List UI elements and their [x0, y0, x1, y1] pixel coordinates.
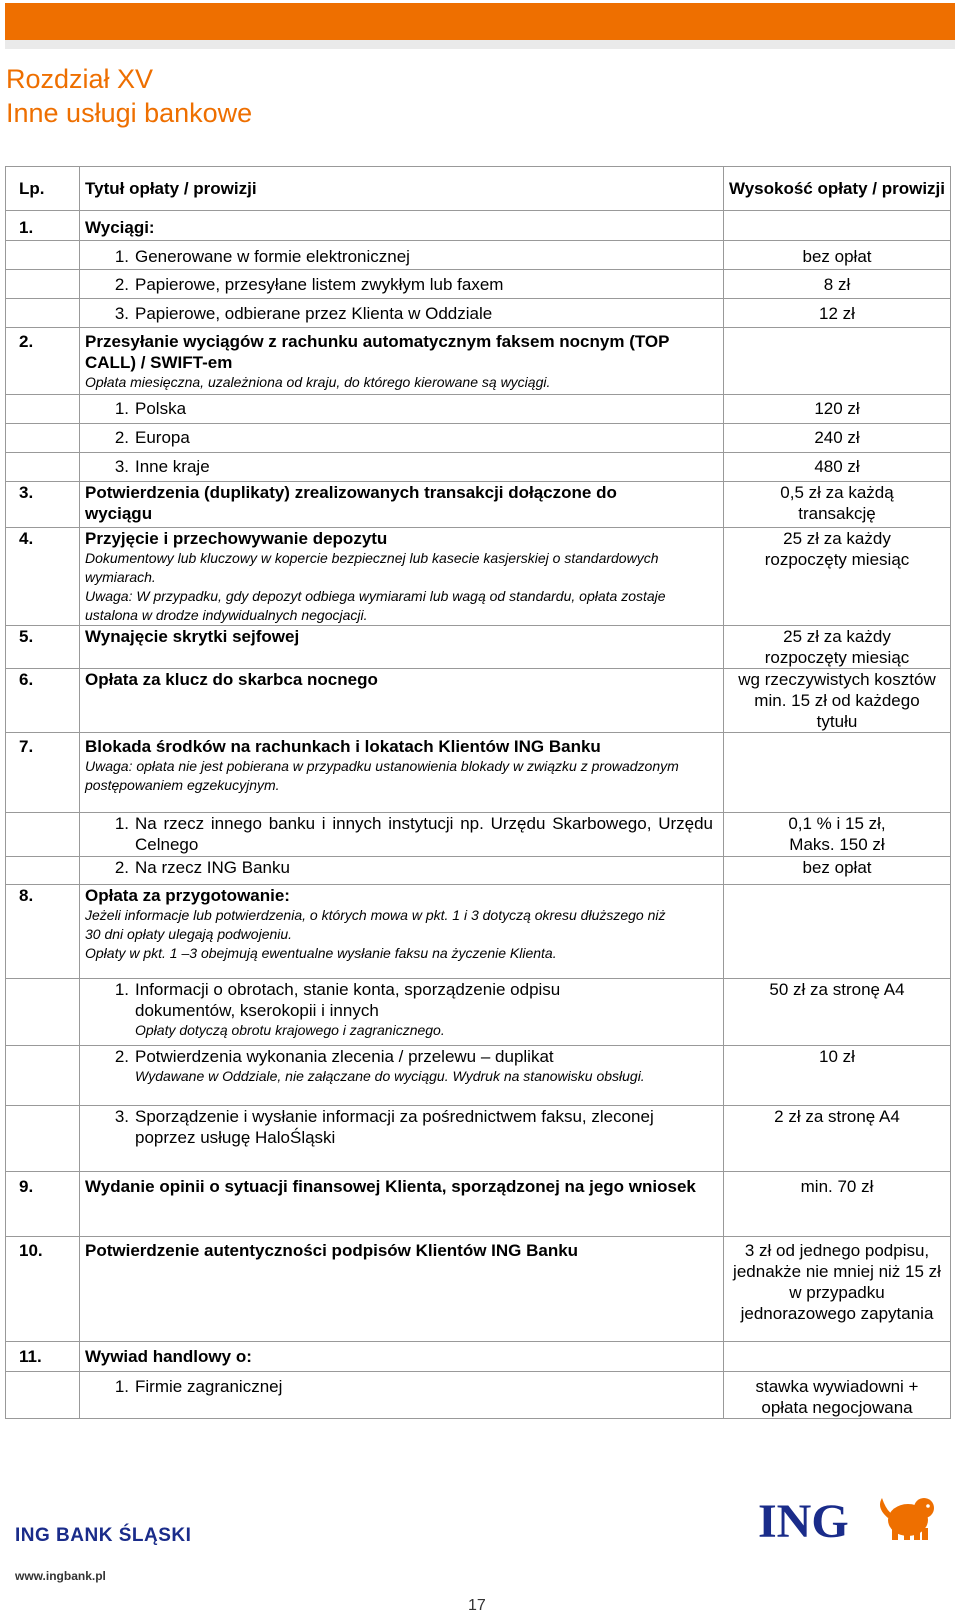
table-subrow [6, 813, 951, 857]
row-title: Wywiad handlowy o: [80, 1342, 724, 1372]
table-row [6, 482, 951, 528]
row-note: Uwaga: opłata nie jest pobierana w przypadku ustanowienia blokady w związku z prowadzonym postępowaniem egzekucyjnym. [85, 758, 679, 793]
header-fee: Wysokość opłaty / prowizji [724, 167, 951, 211]
table-subrow [6, 857, 951, 885]
table-subrow [6, 1106, 951, 1172]
item-text: Papierowe, przesyłane listem zwykłym lub faxem [135, 275, 504, 294]
item-text: Papierowe, odbierane przez Klienta w Oddziale [135, 304, 493, 323]
row-lp: 6. [6, 669, 80, 733]
item-number: 3. [114, 1107, 129, 1126]
fee-table [5, 166, 951, 1419]
item-text: Na rzecz innego banku i innych instytucji np. Urzędu Skarbowego, Urzędu Celnego [135, 814, 713, 854]
item-number: 3. [114, 457, 129, 476]
row-lp: 1. [6, 211, 80, 241]
table-row [6, 669, 951, 733]
item-text: Informacji o obrotach, stanie konta, sporządzenie odpisu dokumentów, kserokopii i innych [135, 980, 561, 1020]
chapter-label: Rozdział XV [6, 64, 154, 94]
item-number: 1. [114, 980, 129, 999]
table-row [6, 885, 951, 979]
row-title: Przesyłanie wyciągów z rachunku automatycznym faksem nocnym (TOP CALL) / SWIFT-em [85, 332, 670, 372]
table-row [6, 328, 951, 395]
item-fee: 8 zł [724, 270, 951, 299]
ing-lion-logo-icon [758, 1490, 950, 1546]
item-fee: 0,1 % i 15 zł, Maks. 150 zł [724, 813, 951, 857]
table-header-row [6, 167, 951, 211]
table-subrow [6, 299, 951, 328]
table-row [6, 1172, 951, 1237]
table-subrow [6, 453, 951, 482]
row-lp: 5. [6, 626, 80, 669]
header-grey-bar [5, 40, 955, 49]
item-number: 2. [114, 275, 129, 294]
item-fee: 480 zł [724, 453, 951, 482]
item-text: Europa [135, 428, 190, 447]
table-subrow [6, 1046, 951, 1106]
item-text: Sporządzenie i wysłanie informacji za pośrednictwem faksu, zleconej poprzez usługę HaloŚląski [135, 1107, 654, 1147]
item-fee: stawka wywiadowni + opłata negocjowana [724, 1372, 951, 1419]
chapter-title: Inne usługi bankowe [6, 98, 253, 128]
row-note: Dokumentowy lub kluczowy w kopercie bezpiecznej lub kasecie kasjerskiej o standardowych wymiarach. [85, 550, 659, 585]
table-row [6, 528, 951, 626]
item-fee: 240 zł [724, 424, 951, 453]
item-fee: bez opłat [724, 241, 951, 270]
row-fee: 0,5 zł za każdą transakcję [724, 482, 951, 528]
item-note: Opłaty dotyczą obrotu krajowego i zagranicznego. [135, 1022, 445, 1038]
ing-logo-text: ING [758, 1495, 849, 1546]
row-note: Uwaga: W przypadku, gdy depozyt odbiega wymiarami lub wagą od standardu, opłata zostaje ustalona w drodze indywidualnych negocjacji. [85, 588, 666, 623]
row-title: Opłata za przygotowanie: [85, 886, 290, 905]
row-note: Jeżeli informacje lub potwierdzenia, o których mowa w pkt. 1 i 3 dotyczą okresu dłuższego niż 30 dni opłaty ulegają podwojeniu. [85, 907, 666, 942]
row-lp: 7. [6, 733, 80, 813]
row-lp: 2. [6, 328, 80, 395]
page-title [6, 62, 252, 130]
table-row [6, 1342, 951, 1372]
row-fee: min. 70 zł [724, 1172, 951, 1237]
row-lp: 11. [6, 1342, 80, 1372]
table-row [6, 626, 951, 669]
table-subrow [6, 1372, 951, 1419]
item-fee: 10 zł [724, 1046, 951, 1106]
row-lp: 8. [6, 885, 80, 979]
page-number: 17 [468, 1597, 486, 1614]
row-fee: 25 zł za każdy rozpoczęty miesiąc [724, 528, 951, 626]
table-subrow [6, 270, 951, 299]
row-fee: wg rzeczywistych kosztów min. 15 zł od każdego tytułu [724, 669, 951, 733]
item-note: Wydawane w Oddziale, nie załączane do wyciągu. Wydruk na stanowisku obsługi. [135, 1068, 645, 1084]
item-fee: 12 zł [724, 299, 951, 328]
item-number: 2. [114, 1047, 129, 1066]
item-number: 2. [114, 858, 129, 877]
bank-url: www.ingbank.pl [15, 1569, 106, 1583]
bank-brand-name: ING BANK ŚLĄSKI [15, 1525, 192, 1546]
row-note: Opłaty w pkt. 1 –3 obejmują ewentualne wysłanie faksu na życzenie Klienta. [85, 945, 557, 961]
item-fee: 120 zł [724, 395, 951, 424]
row-title: Potwierdzenia (duplikaty) zrealizowanych transakcji dołączone do wyciągu [80, 482, 724, 528]
item-number: 1. [114, 247, 129, 266]
ing-logo [758, 1490, 950, 1551]
header-title: Tytuł opłaty / prowizji [80, 167, 724, 211]
item-text: Inne kraje [135, 457, 210, 476]
item-fee: bez opłat [724, 857, 951, 885]
row-note: Opłata miesięczna, uzależniona od kraju, do którego kierowane są wyciągi. [85, 374, 551, 390]
item-text: Polska [135, 399, 187, 418]
row-title: Opłata za klucz do skarbca nocnego [80, 669, 724, 733]
header-orange-bar [5, 3, 955, 40]
row-title: Wydanie opinii o sytuacji finansowej Klienta, sporządzonej na jego wniosek [80, 1172, 724, 1237]
item-number: 1. [114, 1377, 129, 1396]
row-title: Blokada środków na rachunkach i lokatach Klientów ING Banku [85, 737, 601, 756]
item-text: Firmie zagranicznej [135, 1377, 283, 1396]
header-lp: Lp. [6, 167, 80, 211]
item-number: 3. [114, 304, 129, 323]
item-fee: 2 zł za stronę A4 [724, 1106, 951, 1172]
item-text: Na rzecz ING Banku [135, 858, 290, 877]
item-text: Generowane w formie elektronicznej [135, 247, 410, 266]
item-number: 1. [114, 399, 129, 418]
table-row [6, 211, 951, 241]
table-row [6, 733, 951, 813]
row-title: Przyjęcie i przechowywanie depozytu [85, 529, 388, 548]
row-fee: 3 zł od jednego podpisu, jednakże nie mniej niż 15 zł w przypadku jednorazowego zapytania [724, 1237, 951, 1342]
table-subrow [6, 241, 951, 270]
item-text: Potwierdzenia wykonania zlecenia / przelewu – duplikat [135, 1047, 554, 1066]
item-number: 1. [114, 814, 129, 833]
item-number: 2. [114, 428, 129, 447]
table-subrow [6, 979, 951, 1046]
row-lp: 10. [6, 1237, 80, 1342]
item-fee: 50 zł za stronę A4 [724, 979, 951, 1046]
row-lp: 9. [6, 1172, 80, 1237]
table-subrow [6, 395, 951, 424]
row-title: Potwierdzenie autentyczności podpisów Klientów ING Banku [80, 1237, 724, 1342]
row-lp: 3. [6, 482, 80, 528]
row-title: Wyciągi: [80, 211, 724, 241]
table-row [6, 1237, 951, 1342]
row-fee [724, 211, 951, 241]
row-lp: 4. [6, 528, 80, 626]
row-title: Wynajęcie skrytki sejfowej [80, 626, 724, 669]
row-fee: 25 zł za każdy rozpoczęty miesiąc [724, 626, 951, 669]
table-subrow [6, 424, 951, 453]
